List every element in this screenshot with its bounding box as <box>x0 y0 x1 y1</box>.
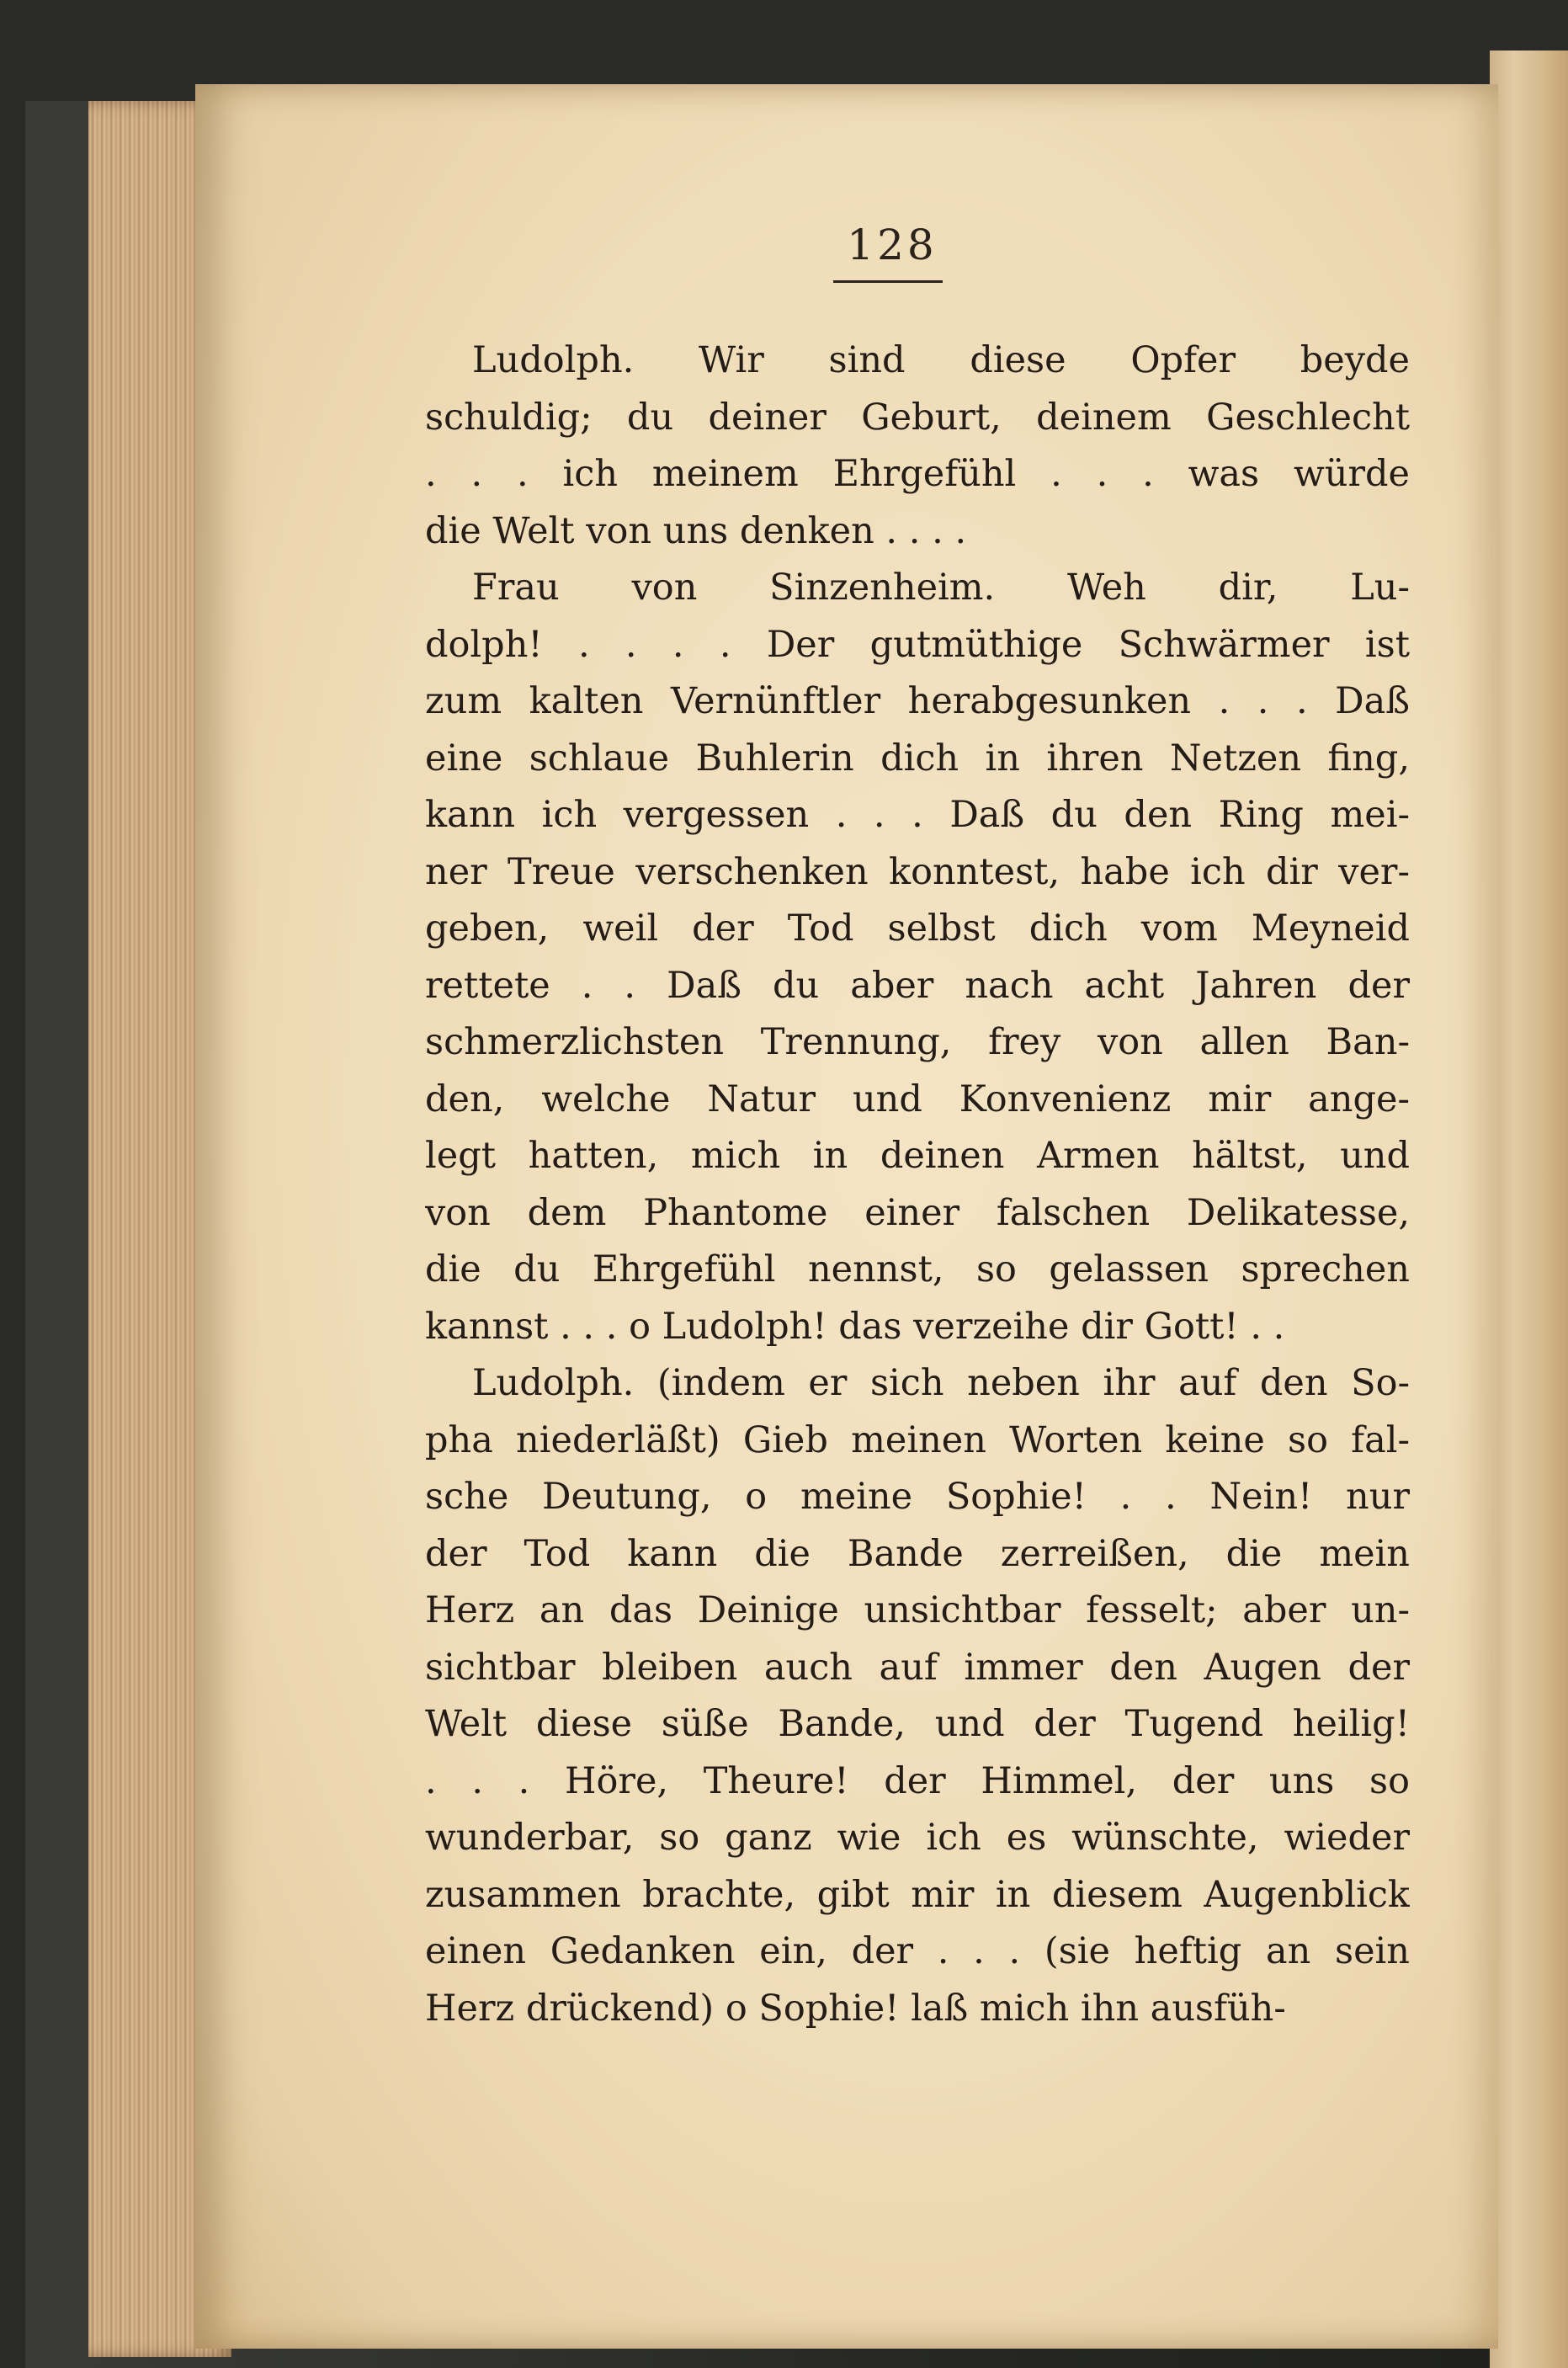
text-line: von dem Phantome einer falschen Delikatesse, <box>425 1191 1410 1234</box>
text-line: die du Ehrgefühl nennst, so gelassen sprechen <box>425 1248 1410 1290</box>
page-text <box>425 333 1410 2319</box>
text-line: eine schlaue Buhlerin dich in ihren Netzen fing, <box>425 737 1410 780</box>
text-line: die Welt von uns denken . . . . <box>425 509 967 552</box>
text-line: Ludolph. Wir sind diese Opfer beyde <box>472 339 1410 381</box>
text-line: Ludolph. (indem er sich neben ihr auf den So- <box>472 1362 1410 1404</box>
text-line: wunderbar, so ganz wie ich es wünschte, wieder <box>425 1817 1410 1859</box>
text-line: kann ich vergessen . . . Daß du den Ring mei- <box>425 794 1410 836</box>
text-line: Welt diese süße Bande, und der Tugend heilig! <box>425 1703 1410 1745</box>
text-line: sche Deutung, o meine Sophie! . . Nein! nur <box>425 1476 1410 1518</box>
text-line: dolph! . . . . Der gutmüthige Schwärmer ist <box>425 623 1410 666</box>
text-line: Herz drückend) o Sophie! laß mich ihn ausfüh- <box>425 1987 1286 2030</box>
text-line: . . . Höre, Theure! der Himmel, der uns so <box>425 1759 1410 1802</box>
text-line: schuldig; du deiner Geburt, deinem Geschlecht <box>425 396 1410 439</box>
text-line: legt hatten, mich in deinen Armen hältst, und <box>425 1135 1410 1177</box>
text-line: einen Gedanken ein, der . . . (sie heftig an sein <box>425 1930 1410 1972</box>
page-number-rule <box>833 280 943 283</box>
book-gutter <box>1490 51 1568 2368</box>
text-line: zum kalten Vernünftler herabgesunken . . . Daß <box>425 680 1410 722</box>
text-line: der Tod kann die Bande zerreißen, die mein <box>425 1532 1410 1575</box>
text-line: schmerzlichsten Trennung, frey von allen Ban- <box>425 1021 1410 1063</box>
text-line: ner Treue verschenken konntest, habe ich dir ver- <box>425 850 1410 893</box>
text-line: den, welche Natur und Konvenienz mir ange- <box>425 1078 1410 1120</box>
text-line: sichtbar bleiben auch auf immer den Augen der <box>425 1646 1410 1689</box>
text-line: Herz an das Deinige unsichtbar fesselt; aber un- <box>425 1589 1410 1631</box>
text-line: rettete . . Daß du aber nach acht Jahren der <box>425 964 1410 1007</box>
page-number: 128 <box>847 221 938 269</box>
text-line: kannst . . . o Ludolph! das verzeihe dir Gott! . . <box>425 1305 1285 1348</box>
text-line: zusammen brachte, gibt mir in diesem Augenblick <box>425 1873 1410 1916</box>
text-line: geben, weil der Tod selbst dich vom Meyneid <box>425 907 1410 950</box>
text-line: pha niederläßt) Gieb meinen Worten keine so fal- <box>425 1418 1410 1461</box>
text-line: . . . ich meinem Ehrgefühl . . . was würde <box>425 453 1410 495</box>
text-line: Frau von Sinzenheim. Weh dir, Lu- <box>472 567 1410 609</box>
